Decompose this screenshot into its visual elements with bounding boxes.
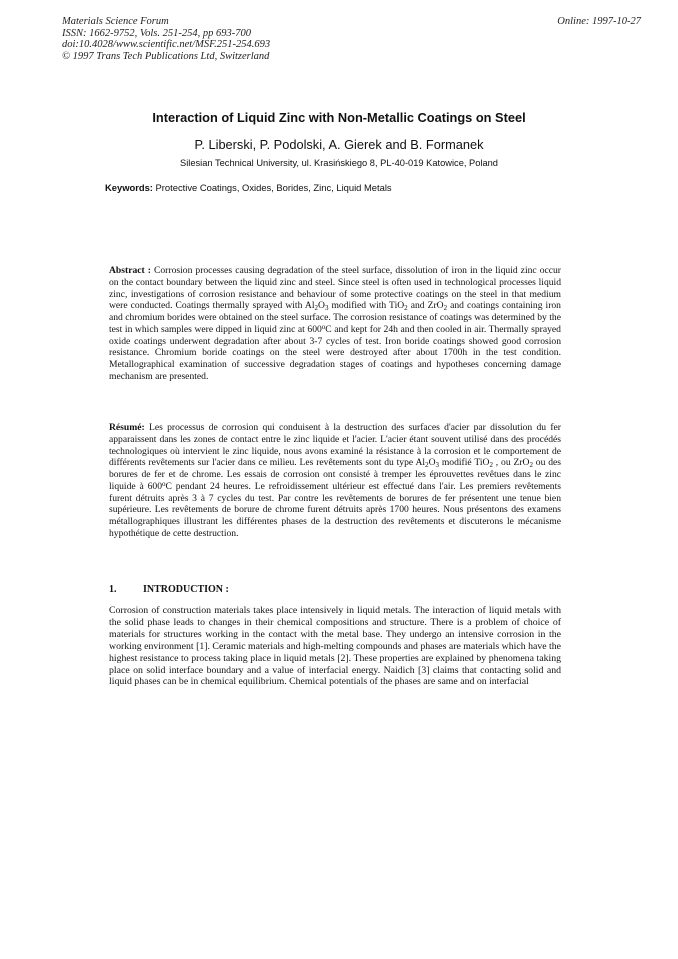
keywords-list: Protective Coatings, Oxides, Borides, Zinc, Liquid Metals	[155, 182, 392, 193]
paper-affiliation: Silesian Technical University, ul. Krasińskiego 8, PL-40-019 Katowice, Poland	[180, 158, 498, 168]
abstract-text: C and kept for 24h and then cooled in air. Thermally sprayed oxide coatings underwent degradation after about 3-7 cycles of test. Iron boride coatings showed good corrosion resistance. Chromium boride coatings on the steel were destroyed after about 1700h in the test condition. Metallographical examination of successive degradation stages of coatings and hypotheses concerning damage mechanism are presented.	[109, 323, 561, 382]
journal-copyright: © 1997 Trans Tech Publications Ltd, Switzerland	[62, 50, 270, 62]
resume	[109, 422, 561, 540]
subscript: 2	[443, 304, 448, 313]
section-heading	[109, 584, 229, 595]
resume-text: ou des borures de fer et de chrome. Les essais de corrosion ont consisté à tremper les éprouvettes revêtues dans le zinc liquide à 600	[109, 457, 561, 492]
introduction-text: Corrosion of construction materials takes place intensively in liquid metals. The interaction of liquid metals with the solid phase leads to changes in their chemical compositions and structure. There is a problem of choice of materials for structures working in the contact with the metal base. They undergo an intensive corrosion in the working environment [1]. Ceramic materials and high-melting compounds and phases are materials which have the highest resistance to process taking place in liquid metals [2]. These properties are explained by phenomena taking place on solid interface boundary and a value of interfacial energy. Naidich [3] claims that contacting solid and liquid phases can be in chemical equilibrium. Chemical potentials of the phases are same and on interfacial	[109, 605, 561, 688]
section-number: 1.	[109, 584, 117, 595]
abstract-text: and ZrO	[407, 300, 444, 312]
superscript: o	[321, 322, 326, 331]
keywords	[105, 182, 392, 193]
subscript: 3	[324, 304, 329, 313]
abstract-text: and coatings containing iron and chromium borides were obtained on the steel surface. The corrosion resistance of coatings was determined by the test in which samples were dipped in liquid zinc at 600	[109, 300, 561, 335]
abstract-text: Corrosion processes causing degradation of the steel surface, dissolution of iron in the liquid zinc occur on the contact boundary between the liquid zinc and steel. Since steel is often used in technological processes liquid zinc, investigations of corrosion resistance and behaviour of some protective coatings on the steel in that medium were conducted. Coatings thermally sprayed with Al	[109, 265, 562, 312]
subscript: 2	[404, 304, 408, 313]
resume-text: modifié TiO	[439, 457, 490, 469]
abstract-text: O	[318, 300, 325, 312]
section-title: INTRODUCTION :	[143, 584, 229, 595]
superscript: o	[162, 479, 166, 488]
resume-label: Résumé:	[109, 422, 145, 433]
resume-text: Les processus de corrosion qui conduisent à la destruction des surfaces d'acier par dissolution du fer apparaissent dans les zones de contact entre le zinc liquide et l'acier. L'acier étant souvent utilisé dans des procédés technologiques où intervient le zinc liquide, nous avons examiné la résistance à la corrosion et le comportement de différents revêtements sur l'acier dans ce milieu. Les revêtements sont du type Al	[109, 422, 561, 469]
subscript: 3	[435, 461, 439, 470]
journal-info	[62, 16, 270, 62]
subscript: 2	[489, 461, 493, 470]
journal-issn: ISSN: 1662-9752, Vols. 251-254, pp 693-700	[62, 27, 251, 39]
resume-text: C pendant 24 heures. Le refroidissement ultérieur est effectué dans l'air. Les premiers revêtements furent détruits après 3 à 7 cycles du test. Par contre les revêtements de borures de fer présentent une tenue bien supérieure. Les revêtements de borure de chrome furent détruits après 1700 heures. Nous présentons des examens métallographiques illustrant les différentes phases de la destruction des revêtements et discuterons le mécanisme hypothétique de cette destruction.	[109, 480, 561, 539]
journal-name: Materials Science Forum	[62, 16, 169, 27]
paper-authors: P. Liberski, P. Podolski, A. Gierek and B. Formanek	[194, 137, 484, 152]
online-date: Online: 1997-10-27	[557, 16, 641, 27]
resume-text: , ou ZrO	[492, 457, 530, 469]
abstract-text: modified with TiO	[328, 300, 405, 312]
resume-text: O	[428, 457, 436, 469]
abstract-label: Abstract :	[109, 265, 151, 276]
subscript: 2	[425, 461, 429, 470]
paper-title: Interaction of Liquid Zinc with Non-Metallic Coatings on Steel	[152, 110, 526, 125]
abstract	[109, 265, 561, 383]
subscript: 2	[314, 304, 318, 313]
journal-doi[interactable]: doi:10.4028/www.scientific.net/MSF.251-254.693	[62, 39, 271, 50]
keywords-label: Keywords:	[105, 182, 153, 193]
subscript: 2	[529, 461, 533, 470]
